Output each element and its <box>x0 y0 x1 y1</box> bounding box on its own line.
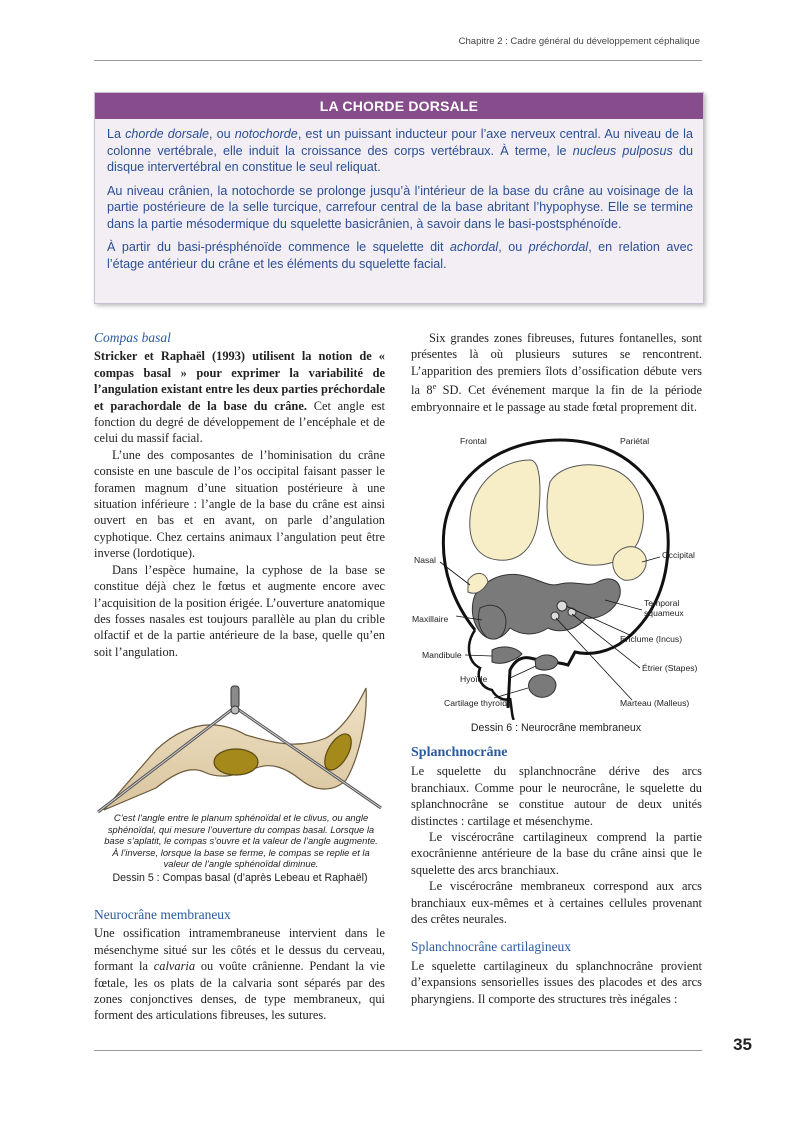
label-frontal: Frontal <box>460 436 487 446</box>
label-etrier: Étrier (Stapes) <box>642 663 698 673</box>
neurocrane-membraneux-figure <box>410 430 702 720</box>
paragraph-neurocrane: Une ossification intramembraneuse intervient dans le mésenchyme situé sur les côtés et le dessus du cerveau, formant la calvaria ou voûte crânienne. Pendant la vie fœtale, les os plats de la calvaria sont séparés par des zones conjonctives denses, de type membraneux, qui forment des articulations fibreuses, les sutures. <box>94 926 385 1023</box>
figure5-caption: Dessin 5 : Compas basal (d’après Lebeau et Raphaël) <box>112 872 368 884</box>
incus-ossicle <box>557 601 567 611</box>
heading-neurocrane: Neurocrâne membraneux <box>94 907 231 922</box>
frontal-bone <box>470 460 540 560</box>
header-rule <box>94 60 702 61</box>
malleus-ossicle <box>551 612 559 620</box>
label-enclume: Enclume (Incus) <box>620 634 683 644</box>
label-hyoide: Hyoïde <box>460 674 488 684</box>
label-squameux: squameux <box>644 608 684 618</box>
paragraph-hominisation: L’une des composantes de l’hominisation du crâne consiste en une bascule de l’os occipital faisant passer le foramen magnum d’une situation postérieure à une situation inférieure : l’angle de la base du crâne est ainsi ouvert en bas et en avant, on parle d’angulation cyphotique. Chez certains animaux l’angulation peut être inverse (lordotique). <box>94 447 385 561</box>
heading-compas-basal: Compas basal <box>94 330 171 345</box>
paragraph-splanchnocrane-1: Le squelette du splanchnocrâne dérive des arcs branchiaux. Comme pour le neurocrâne, le squelette du splanchnocrâne se constitue autour de deux unités distinctes : cartilage et mésenchyme. <box>411 764 702 828</box>
figure5-note: C’est l’angle entre le planum sphénoïdal et le clivus, ou angle sphénoïdal, qui mesure l’ouverture du compas basal. Lorsque la base s’aplatit, le compas s’ouvre et la valeur de l’angle augmente. À l’inverse, lorsque la base se ferme, le compas se replie et la valeur de l’angle sphénoïdal diminue. <box>104 812 378 869</box>
left-column-bottom <box>94 907 385 1024</box>
label-temporal: Temporal <box>644 598 680 608</box>
paragraph-espece-humaine: Dans l’espèce humaine, la cyphose de la base se constitue déjà chez le fœtus et augmente encore avec l’acquisition de la position érigée. L’ouverture anatomique des fosses nasales est toujours parallèle au plan du crible olfactif et de la partie antérieure de la base, quelle qu’en soit l’angulation. <box>94 562 385 659</box>
box-paragraph-3: À partir du basi-présphénoïde commence le squelette dit achordal, ou préchordal, en relation avec l’étage antérieur du crâne et les éléments du squelette facial. <box>107 240 693 271</box>
paragraph-splanchnocrane-2: Le viscérocrâne cartilagineux comprend la partie exocrânienne antérieure de la base du crâne ainsi que le squelette des arcs branchiaux. <box>411 830 702 877</box>
running-head: Chapitre 2 : Cadre général du développement céphalique <box>458 36 700 47</box>
paragraph-fontanelles: Six grandes zones fibreuses, futures fontanelles, sont présentes là où plusieurs sutures se rencontrent. L’apparition des premiers îlots d’ossification débute vers la 8e SD. Cet événement marque la fin de la période embryonnaire et le passage au stade fœtal proprement dit. <box>411 331 702 414</box>
sella-turcica <box>214 749 258 775</box>
label-mandibule: Mandibule <box>422 650 462 660</box>
face-outline <box>469 630 510 700</box>
right-column-bottom <box>411 745 702 1007</box>
heading-splanchnocrane: Splanchnocrâne <box>411 745 508 760</box>
paragraph-compas: Stricker et Raphaël (1993) utilisent la notion de « compas basal » pour exprimer la variabilité de l’angulation existant entre les deux parties préchordale et parachordale de la base du crâne. Cet angle est fonction du degré de développement de l’encéphale et de celui du massif facial. <box>94 349 385 446</box>
paragraph-cartilagineux: Le squelette cartilagineux du splanchnocrâne provient d’expansions sensorielles issues des placodes et des arcs pharyngiens. Il comporte des structures très inégales : <box>411 958 702 1006</box>
right-column-top <box>411 330 702 415</box>
occipital-bone <box>613 547 646 581</box>
label-maxillaire: Maxillaire <box>412 614 449 624</box>
left-column-top <box>94 330 385 660</box>
label-cartilage-thyroide: Cartilage thyroïde <box>444 698 512 708</box>
label-nasal: Nasal <box>414 555 436 565</box>
box-paragraph-2: Au niveau crânien, la notochorde se prolonge jusqu’à l’intérieur de la base du crâne au voisinage de la partie postérieure de la selle turcique, carrefour central de la base abritant l’hypophyse. Elle se termine dans la partie mésodermique du squelette basicrânien, à savoir dans le basi-postsphénoïde. <box>107 183 693 231</box>
label-marteau: Marteau (Malleus) <box>620 698 690 708</box>
compass-handle <box>231 686 239 708</box>
stapes-ossicle <box>568 608 576 616</box>
compass-hinge <box>231 706 239 714</box>
compas-basal-figure <box>96 680 386 815</box>
figure6-caption: Dessin 6 : Neurocrâne membraneux <box>470 722 642 734</box>
heading-splanchnocrane-cartilagineux: Splanchnocrâne cartilagineux <box>411 939 572 955</box>
hyoid-cartilage <box>535 655 558 670</box>
footer-rule <box>94 1050 702 1051</box>
paragraph-splanchnocrane-3: Le viscérocrâne membraneux correspond aux arcs branchiaux eux-mêmes et à certaines cellules provenant des crêtes neurales. <box>411 879 702 927</box>
thyroid-cartilage <box>529 675 556 698</box>
chorde-dorsale-box <box>94 92 704 304</box>
page-number: 35 <box>733 1035 752 1054</box>
box-paragraph-1: La chorde dorsale, ou notochorde, est un puissant inducteur pour l’axe nerveux central. Au niveau de la colonne vertébrale, elle induit la croissance des corps vertébraux. À terme, le nucleus pulposus du disque intervertébral en constitue le seul reliquat. <box>107 127 693 174</box>
label-occipital: Occipital <box>662 550 695 560</box>
box-title: LA CHORDE DORSALE <box>95 93 703 119</box>
label-parietal: Pariétal <box>620 436 650 446</box>
box-text <box>95 119 703 272</box>
